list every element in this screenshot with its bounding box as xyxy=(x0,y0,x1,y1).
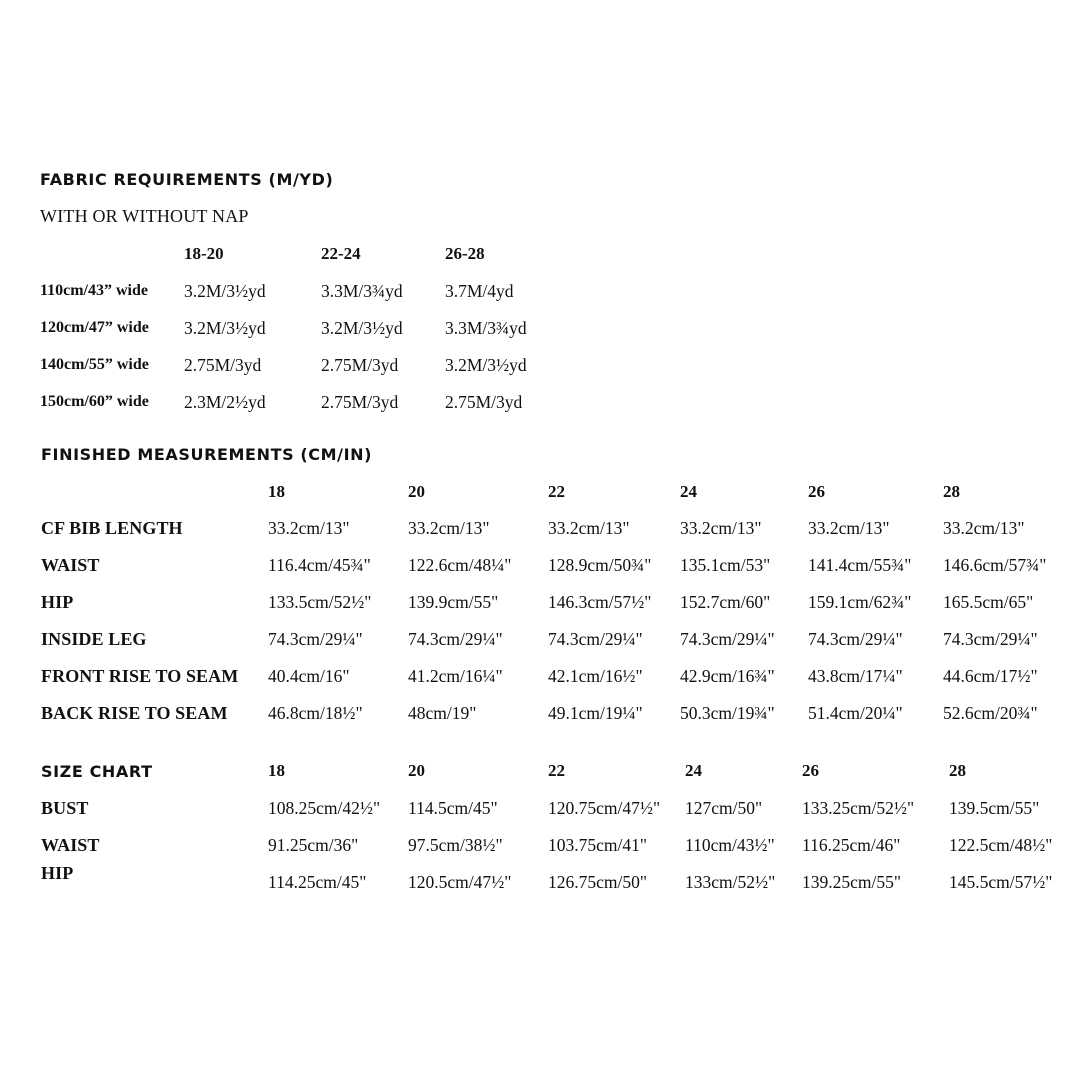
finished-row-label: BACK RISE TO SEAM xyxy=(41,703,228,723)
size-col-head: 26 xyxy=(802,761,819,780)
size-cell: 91.25cm/36" xyxy=(268,835,359,855)
finished-measurements-title: FINISHED MEASUREMENTS (CM/IN) xyxy=(41,445,373,464)
finished-cell: 116.4cm/45¾" xyxy=(268,555,371,575)
finished-cell: 43.8cm/17¼" xyxy=(808,666,903,686)
finished-cell: 33.2cm/13" xyxy=(548,518,630,538)
size-cell: 108.25cm/42½" xyxy=(268,798,381,818)
fabric-cell: 2.75M/3yd xyxy=(321,392,399,412)
finished-cell: 33.2cm/13" xyxy=(808,518,890,538)
finished-cell: 41.2cm/16¼" xyxy=(408,666,503,686)
fabric-cell: 2.3M/2½yd xyxy=(184,392,266,412)
finished-cell: 42.9cm/16¾" xyxy=(680,666,775,686)
finished-cell: 33.2cm/13" xyxy=(408,518,490,538)
size-col-head: 24 xyxy=(685,761,702,780)
fabric-cell: 2.75M/3yd xyxy=(321,355,399,375)
size-cell: 116.25cm/46" xyxy=(802,835,901,855)
finished-cell: 51.4cm/20¼" xyxy=(808,703,903,723)
size-cell: 110cm/43½" xyxy=(685,835,775,855)
finished-cell: 44.6cm/17½" xyxy=(943,666,1038,686)
size-chart-title: SIZE CHART xyxy=(41,762,153,781)
finished-col-head: 28 xyxy=(943,482,960,501)
size-cell: 114.25cm/45" xyxy=(268,872,367,892)
finished-cell: 52.6cm/20¾" xyxy=(943,703,1038,723)
fabric-cell: 3.2M/3½yd xyxy=(184,318,266,338)
finished-cell: 40.4cm/16" xyxy=(268,666,350,686)
size-cell: 114.5cm/45" xyxy=(408,798,498,818)
finished-cell: 33.2cm/13" xyxy=(943,518,1025,538)
size-col-head: 18 xyxy=(268,761,285,780)
finished-col-head: 18 xyxy=(268,482,285,501)
finished-cell: 139.9cm/55" xyxy=(408,592,499,612)
finished-row-label: HIP xyxy=(41,592,74,612)
finished-cell: 135.1cm/53" xyxy=(680,555,771,575)
size-row-label: HIP xyxy=(41,863,74,883)
size-cell: 120.75cm/47½" xyxy=(548,798,661,818)
fabric-row-label: 120cm/47” wide xyxy=(40,319,149,336)
size-cell: 103.75cm/41" xyxy=(548,835,648,855)
finished-cell: 122.6cm/48¼" xyxy=(408,555,512,575)
fabric-row-label: 140cm/55” wide xyxy=(40,356,149,373)
size-cell: 127cm/50" xyxy=(685,798,763,818)
size-cell: 145.5cm/57½" xyxy=(949,872,1053,892)
size-col-head: 20 xyxy=(408,761,425,780)
size-cell: 139.5cm/55" xyxy=(949,798,1040,818)
finished-cell: 74.3cm/29¼" xyxy=(548,629,643,649)
fabric-col-head: 18-20 xyxy=(184,244,224,263)
size-cell: 122.5cm/48½" xyxy=(949,835,1053,855)
fabric-cell: 3.7M/4yd xyxy=(445,281,514,301)
finished-cell: 74.3cm/29¼" xyxy=(408,629,503,649)
finished-col-head: 22 xyxy=(548,482,565,501)
finished-row-label: INSIDE LEG xyxy=(41,629,147,649)
finished-cell: 141.4cm/55¾" xyxy=(808,555,912,575)
finished-row-label: WAIST xyxy=(41,555,100,575)
fabric-cell: 3.2M/3½yd xyxy=(184,281,266,301)
finished-cell: 48cm/19" xyxy=(408,703,477,723)
size-cell: 97.5cm/38½" xyxy=(408,835,503,855)
size-row-label: BUST xyxy=(41,798,89,818)
finished-cell: 49.1cm/19¼" xyxy=(548,703,643,723)
finished-cell: 146.3cm/57½" xyxy=(548,592,652,612)
fabric-cell: 2.75M/3yd xyxy=(445,392,523,412)
finished-row-label: FRONT RISE TO SEAM xyxy=(41,666,239,686)
size-cell: 133.25cm/52½" xyxy=(802,798,915,818)
finished-cell: 74.3cm/29¼" xyxy=(943,629,1038,649)
fabric-row-label: 110cm/43” wide xyxy=(40,282,148,299)
fabric-col-head: 22-24 xyxy=(321,244,361,263)
size-cell: 120.5cm/47½" xyxy=(408,872,512,892)
finished-cell: 159.1cm/62¾" xyxy=(808,592,912,612)
fabric-col-head: 26-28 xyxy=(445,244,485,263)
size-cell: 126.75cm/50" xyxy=(548,872,648,892)
finished-cell: 46.8cm/18½" xyxy=(268,703,363,723)
size-col-head: 22 xyxy=(548,761,565,780)
finished-cell: 128.9cm/50¾" xyxy=(548,555,652,575)
finished-cell: 133.5cm/52½" xyxy=(268,592,372,612)
finished-col-head: 24 xyxy=(680,482,697,501)
fabric-cell: 3.3M/3¾yd xyxy=(445,318,527,338)
size-col-head: 28 xyxy=(949,761,966,780)
finished-row-label: CF BIB LENGTH xyxy=(41,518,183,538)
finished-cell: 165.5cm/65" xyxy=(943,592,1034,612)
finished-cell: 74.3cm/29¼" xyxy=(808,629,903,649)
finished-cell: 50.3cm/19¾" xyxy=(680,703,775,723)
finished-cell: 74.3cm/29¼" xyxy=(680,629,775,649)
fabric-requirements-title: FABRIC REQUIREMENTS (M/YD) xyxy=(40,170,334,189)
fabric-nap-subtitle: WITH OR WITHOUT NAP xyxy=(40,206,249,226)
finished-cell: 146.6cm/57¾" xyxy=(943,555,1047,575)
fabric-cell: 2.75M/3yd xyxy=(184,355,262,375)
finished-col-head: 26 xyxy=(808,482,825,501)
size-cell: 133cm/52½" xyxy=(685,872,776,892)
fabric-cell: 3.3M/3¾yd xyxy=(321,281,403,301)
fabric-cell: 3.2M/3½yd xyxy=(445,355,527,375)
finished-cell: 152.7cm/60" xyxy=(680,592,771,612)
size-cell: 139.25cm/55" xyxy=(802,872,902,892)
finished-cell: 33.2cm/13" xyxy=(680,518,762,538)
fabric-row-label: 150cm/60” wide xyxy=(40,393,149,410)
finished-cell: 74.3cm/29¼" xyxy=(268,629,363,649)
finished-cell: 33.2cm/13" xyxy=(268,518,350,538)
finished-col-head: 20 xyxy=(408,482,425,501)
size-row-label: WAIST xyxy=(41,835,100,855)
fabric-cell: 3.2M/3½yd xyxy=(321,318,403,338)
finished-cell: 42.1cm/16½" xyxy=(548,666,643,686)
